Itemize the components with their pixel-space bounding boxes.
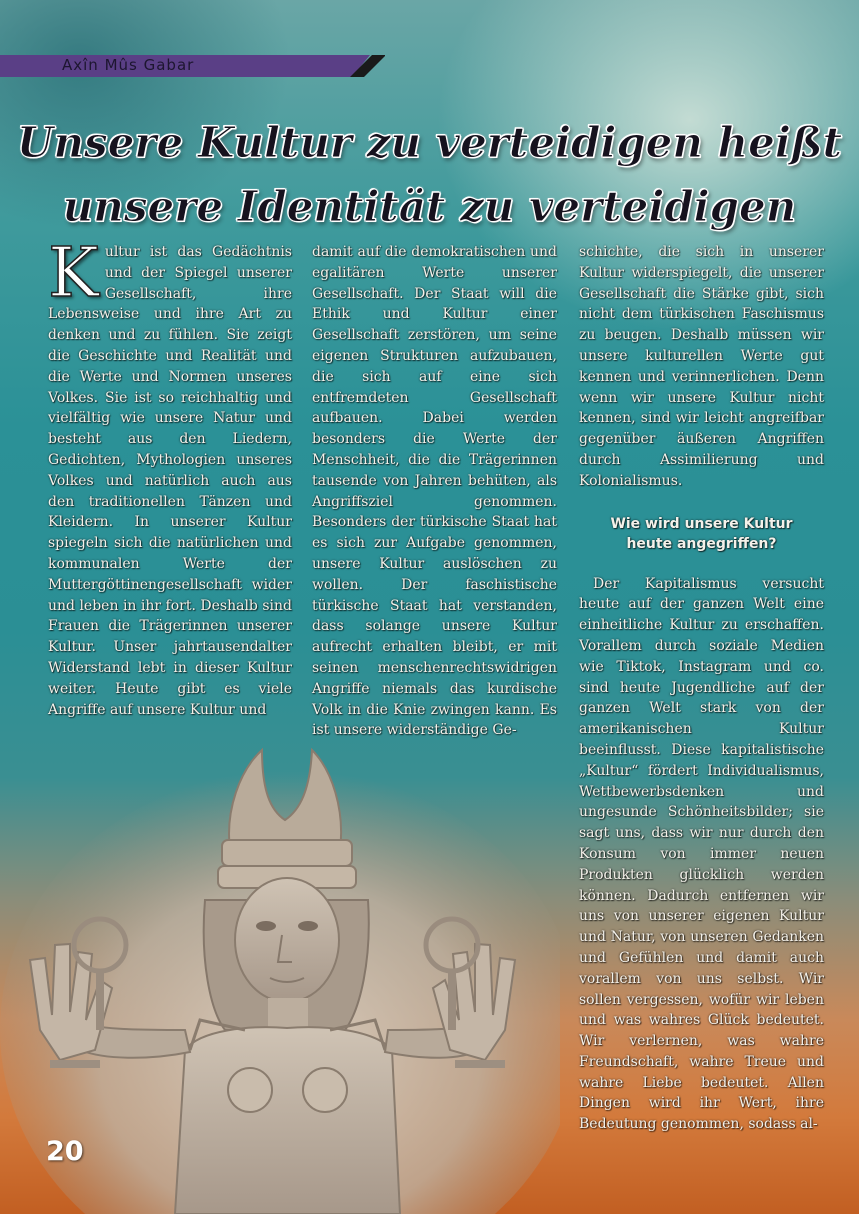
drop-cap: K (48, 234, 99, 313)
article-title-line-2: unsere Identität zu verteidigen (62, 182, 797, 231)
text-column-1 (48, 234, 292, 720)
goddess-relief-illustration (0, 730, 560, 1214)
paragraph-col1: ultur ist das Gedächtnis und der Spiegel unserer Gesellschaft, ihre Lebensweise und ihre Art zu denken und zu fühlen. Sie zeigt die Geschichte und Realität und die Werte und Normen unseres Volkes. Sie ist so reichhaltig und vielfältig wie unsere Natur und besteht aus den Liedern, Gedichten, Mythologien unseres Volkes und natürlich auch aus den traditionellen Tänzen und Kleidern. In unserer Kultur spiegeln sich die natürlichen und kommunalen Werte der Muttergöttinengesellschaft wider und leben in ihr fort. Deshalb sind Frauen die Trägerinnen unserer Kultur. Unser jahrtausendalter Widerstand lebt in dieser Kultur weiter. Heute gibt es viele Angriffe auf unsere Kultur und (48, 244, 292, 718)
paragraph-col3b: Der Kapitalismus versucht heute auf der ganzen Welt eine einheitliche Kultur zu erschaffen. Vorallem durch soziale Medien wie Tiktok, Instagram und co. sind heute Jugendliche auf der ganzen Welt stark von der amerikanischen Kultur beeinflusst. Diese kapitalistische „Kultur“ fördert Individualismus, Wettbewerbsdenken und ungesunde Schönheitsbilder; sie sagt uns, dass wir nur durch den Konsum von immer neuen Produkten glücklich werden können. Dadurch entfernen wir uns von unserer eigenen Kultur und Natur, von unseren Gedanken und Gefühlen und damit auch vorallem von uns selbst. Wir sollen vergessen, wofür wir leben und was wahres Glück bedeutet. Wir verlernen, was wahre Freundschaft, wahre Treue und wahre Liebe bedeutet. Allen Dingen wird ihr Wert, ihre Bedeutung genommen, sodass al- (579, 575, 824, 1133)
subheading-line-1: Wie wird unsere Kultur (610, 515, 793, 532)
paragraph-col3a: schichte, die sich in unserer Kultur widerspiegelt, die unserer Gesellschaft die Stärke gibt, sich nicht dem türkischen Faschismus zu beugen. Deshalb müssen wir unsere kulturellen Werte gut kennen und verinnerlichen. Denn wenn wir unsere Kultur nicht kennen, sind wir leicht angreifbar gegenüber äußeren Angriffen durch Assimilierung und Kolonialismus. (579, 244, 824, 489)
subheading (579, 514, 824, 554)
article-title-line-1: Unsere Kultur zu verteidigen heißt (16, 118, 843, 167)
text-column-2 (312, 242, 557, 741)
text-column-3 (579, 242, 824, 1135)
paragraph-col2: damit auf die demokratischen und egalitären Werte unserer Gesellschaft. Der Staat will die Ethik und Kultur einer Gesellschaft zerstören, um seine eigenen Strukturen aufzubauen, die sich auf eine sich entfremdeten Gesellschaft aufbauen. Dabei werden besonders die Werte der Menschheit, die die Trägerinnen tausende von Jahren behüten, als Angriffsziel genommen. Besonders der türkische Staat hat es sich zur Aufgabe genommen, unsere Kultur auslöschen zu wollen. Der faschistische türkische Staat hat verstanden, dass solange unsere Kultur aufrecht erhalten bleibt, er mit seinen menschenrechtswidrigen Angriffe niemals das kurdische Volk in die Knie zwingen kann. Es ist unsere widerständige Ge- (312, 244, 557, 739)
subheading-line-2: heute angegriffen? (626, 535, 777, 552)
author-name: Axîn Mûs Gabar (62, 56, 195, 74)
page-number: 20 (46, 1136, 84, 1167)
